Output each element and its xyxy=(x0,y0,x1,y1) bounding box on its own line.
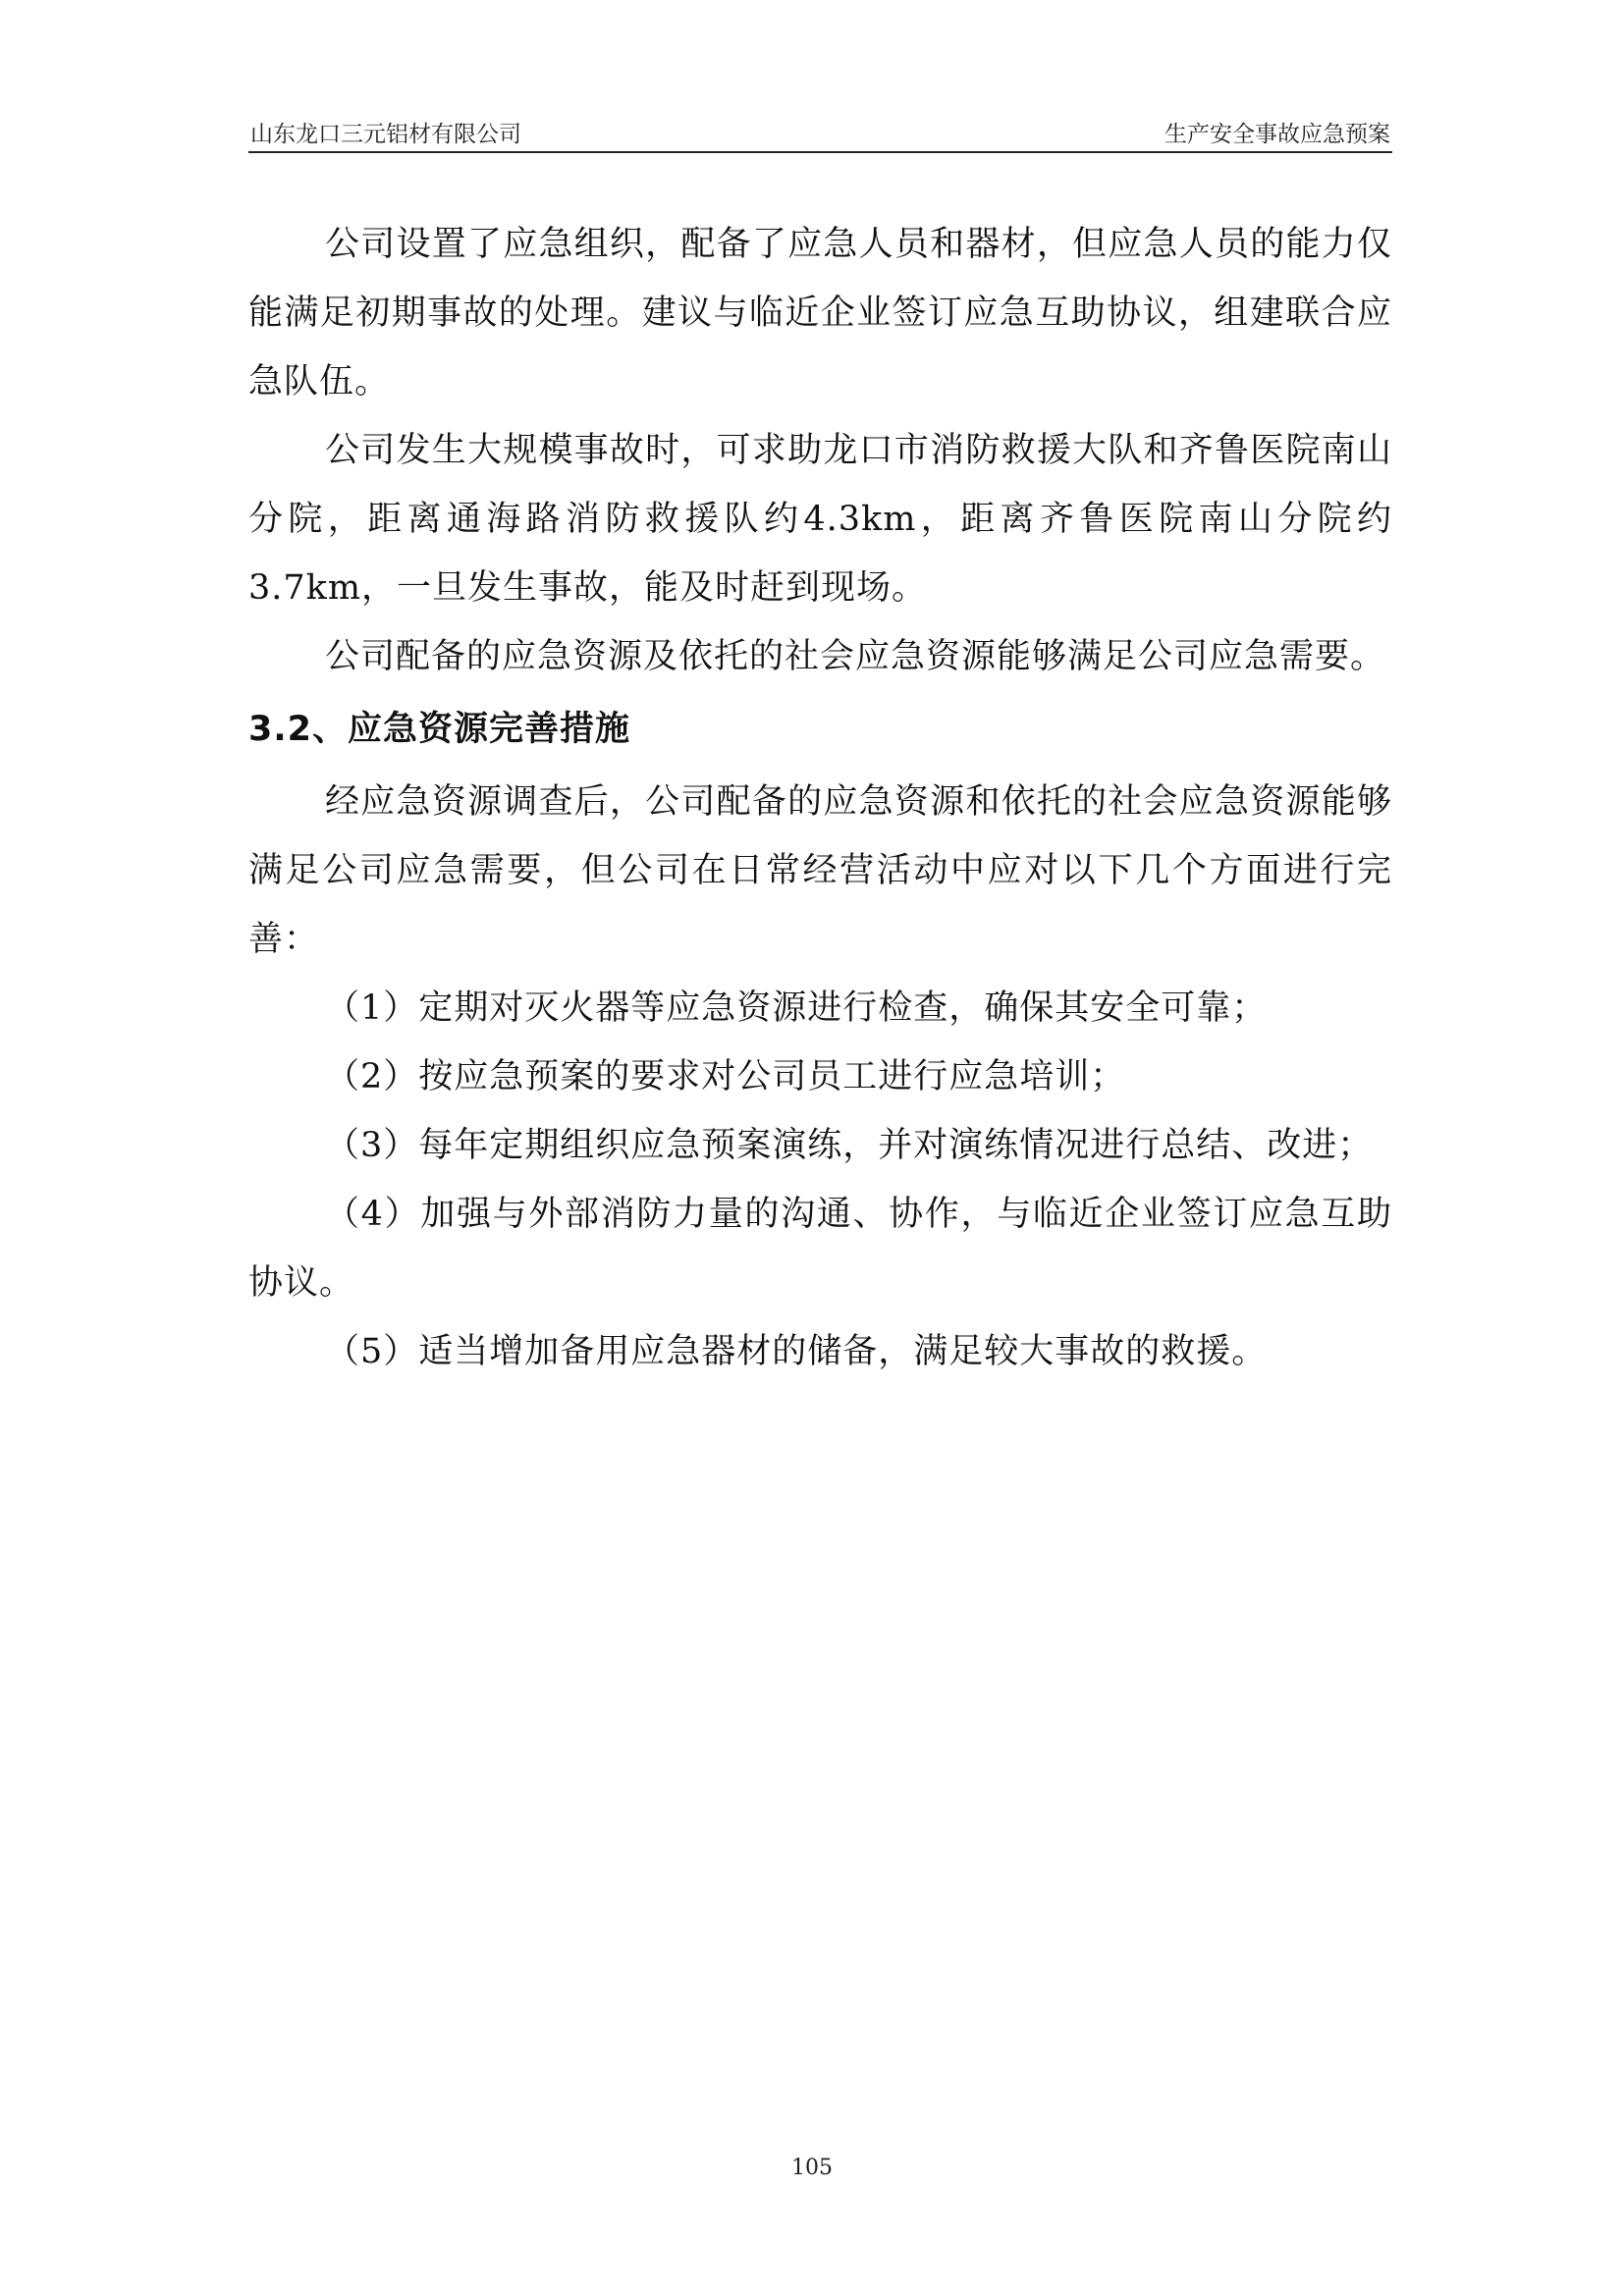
section-heading: 3.2、应急资源完善措施 xyxy=(248,710,631,749)
list-item: （3）每年定期组织应急预案演练，并对演练情况进行总结、改进； xyxy=(325,1126,1374,1165)
document-body xyxy=(248,210,1392,1386)
paragraph-resources-sufficient: 公司配备的应急资源及依托的社会应急资源能够满足公司应急需要。 xyxy=(325,637,1386,676)
header-document-title: 生产安全事故应急预案 xyxy=(1164,122,1390,147)
page-number: 105 xyxy=(791,2156,833,2180)
list-item: （5）适当增加备用应急器材的储备，满足较大事故的救援。 xyxy=(325,1332,1268,1371)
page-header xyxy=(248,110,1392,153)
list-item: （2）按应急预案的要求对公司员工进行应急培训； xyxy=(325,1057,1126,1096)
section-intro-paragraph: 经应急资源调查后，公司配备的应急资源和依托的社会应急资源能够满足公司应急需要，但公司在日常经营活动中应对以下几个方面进行完善： xyxy=(248,782,1392,959)
list-item: （1）定期对灭火器等应急资源进行检查，确保其安全可靠； xyxy=(325,988,1268,1028)
header-company-name: 山东龙口三元铝材有限公司 xyxy=(250,122,521,147)
list-item: （4）加强与外部消防力量的沟通、协作，与临近企业签订应急互助协议。 xyxy=(248,1195,1392,1303)
paragraph-external-rescue: 公司发生大规模事故时，可求助龙口市消防救援大队和齐鲁医院南山分院，距离通海路消防救援队约4.3km，距离齐鲁医院南山分院约3.7km，一旦发生事故，能及时赶到现场。 xyxy=(248,431,1392,608)
paragraph-emergency-organization: 公司设置了应急组织，配备了应急人员和器材，但应急人员的能力仅能满足初期事故的处理。建议与临近企业签订应急互助协议，组建联合应急队伍。 xyxy=(248,225,1392,401)
improvement-measures-list xyxy=(248,974,1392,1386)
